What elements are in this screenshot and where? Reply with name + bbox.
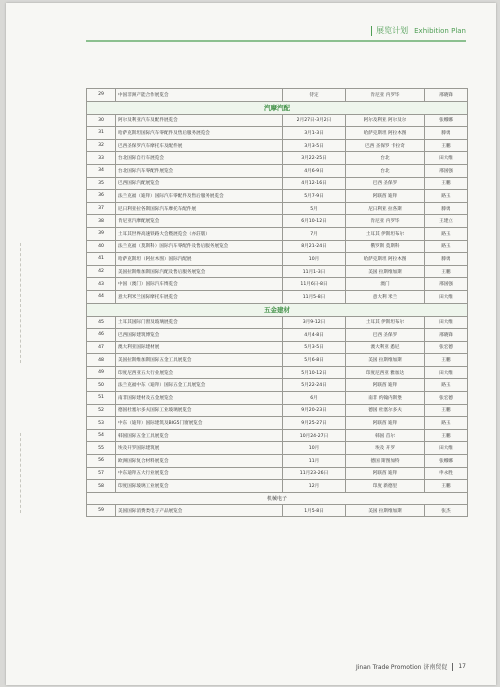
table-row [87, 316, 468, 329]
table-row [87, 429, 468, 442]
exhibition-date: 3月9-12日 [283, 316, 346, 329]
exhibition-name: 意大利米兰国际摩托车展览会 [116, 290, 283, 303]
row-number: 59 [87, 504, 116, 517]
exhibition-date: 11月5-8日 [283, 290, 346, 303]
exhibition-location: 台北 [346, 164, 425, 177]
table-row [87, 354, 468, 367]
exhibition-date: 3月22-25日 [283, 152, 346, 165]
row-number: 33 [87, 152, 116, 165]
exhibition-name: 巴西国际汽配展览会 [116, 177, 283, 190]
table-row [87, 379, 468, 392]
contact-person: 申永胜 [425, 467, 468, 480]
row-number: 31 [87, 127, 116, 140]
table-row [87, 265, 468, 278]
contact-person: 邢晓锋 [425, 89, 468, 102]
footer-text: Jinan Trade Promotion 济南贸促 [355, 664, 448, 671]
contact-person: 田大维 [425, 290, 468, 303]
exhibition-name: 台北国际自行车展览会 [116, 152, 283, 165]
contact-person: 滕勇 [425, 127, 468, 140]
exhibition-name: 德国杜塞尔多夫国际工业玻璃展览会 [116, 404, 283, 417]
table-row [87, 215, 468, 228]
exhibition-location: 阿尔及利亚 阿尔及尔 [346, 114, 425, 127]
header-divider [371, 26, 372, 36]
contact-person: 邢国强 [425, 278, 468, 291]
exhibition-date: 6月 [283, 392, 346, 405]
exhibition-location: 阿联酋 迪拜 [346, 467, 425, 480]
exhibition-date: 5月 [283, 202, 346, 215]
exhibition-location: 俄罗斯 莫斯科 [346, 240, 425, 253]
exhibition-name: 巴西国际建筑博览会 [116, 329, 283, 342]
exhibition-table [86, 88, 468, 517]
exhibition-name: 印度尼西亚五大行业展览会 [116, 366, 283, 379]
footer-divider [452, 663, 453, 671]
table-row [87, 139, 468, 152]
exhibition-location: 阿联酋 迪拜 [346, 417, 425, 430]
row-number: 53 [87, 417, 116, 430]
exhibition-name: 土耳其国际门窗及玻璃展览会 [116, 316, 283, 329]
section-title: 机械电子 [87, 492, 468, 504]
exhibition-location: 澳门 [346, 278, 425, 291]
row-number: 50 [87, 379, 116, 392]
contact-person: 路玉 [425, 190, 468, 203]
exhibition-date: 11月1-3日 [283, 265, 346, 278]
exhibition-date: 3月1-3日 [283, 127, 346, 140]
exhibition-name: 台北国际汽车零配件展览会 [116, 164, 283, 177]
exhibition-location: 德国 斯图加特 [346, 455, 425, 468]
binding-marks [20, 243, 22, 363]
exhibition-date: 5月7-9日 [283, 190, 346, 203]
contact-person: 王鹏 [425, 480, 468, 493]
header-rule [86, 40, 466, 42]
exhibition-date: 5月3-5日 [283, 341, 346, 354]
exhibition-location: 德国 杜塞尔多夫 [346, 404, 425, 417]
row-number: 51 [87, 392, 116, 405]
contact-person: 田大维 [425, 316, 468, 329]
page-footer [356, 662, 466, 671]
exhibition-location: 肯尼亚 内罗毕 [346, 89, 425, 102]
exhibition-location: 印度尼西亚 雅加达 [346, 366, 425, 379]
exhibition-location: 印度 新德里 [346, 480, 425, 493]
row-number: 49 [87, 366, 116, 379]
exhibition-location: 美国 拉斯维加斯 [346, 265, 425, 278]
table-row [87, 240, 468, 253]
exhibition-location: 南非 约翰内斯堡 [346, 392, 425, 405]
exhibition-location: 韩国 首尔 [346, 429, 425, 442]
row-number: 42 [87, 265, 116, 278]
exhibition-location: 澳大利亚 悉尼 [346, 341, 425, 354]
exhibition-date: 4月12-16日 [283, 177, 346, 190]
exhibition-date: 11月6日-8日 [283, 278, 346, 291]
exhibition-date: 11月23-26日 [283, 467, 346, 480]
exhibition-location: 土耳其 伊斯坦布尔 [346, 227, 425, 240]
exhibition-date: 5月6-8日 [283, 354, 346, 367]
table-row [87, 89, 468, 102]
contact-person: 王鹏 [425, 354, 468, 367]
exhibition-name: 巴西圣保罗汽车摩托车及配件展 [116, 139, 283, 152]
exhibition-location: 台北 [346, 152, 425, 165]
exhibition-date: 6月10-12日 [283, 215, 346, 228]
exhibition-location: 巴西 圣保罗 [346, 177, 425, 190]
exhibition-name: 法兰克福中东（迪拜）国际五金工具展览会 [116, 379, 283, 392]
table-row [87, 114, 468, 127]
contact-person: 张娜娜 [425, 455, 468, 468]
category-row [87, 492, 468, 504]
table-row [87, 404, 468, 417]
exhibition-date: 10月24-27日 [283, 429, 346, 442]
exhibition-date: 7月 [283, 227, 346, 240]
row-number: 54 [87, 429, 116, 442]
contact-person: 王鹏 [425, 429, 468, 442]
contact-person: 张杰 [425, 504, 468, 517]
exhibition-name: 尼日利亚拉各斯国际汽车摩托车配件展 [116, 202, 283, 215]
table-row [87, 417, 468, 430]
table-row [87, 152, 468, 165]
row-number: 56 [87, 455, 116, 468]
binding-marks [20, 433, 22, 513]
table-row [87, 480, 468, 493]
contact-person: 王鹏 [425, 177, 468, 190]
exhibition-name: 南非国际建材及五金展览会 [116, 392, 283, 405]
exhibition-name: 印度国际玻璃工业展览会 [116, 480, 283, 493]
table-row [87, 392, 468, 405]
exhibition-location: 肯尼亚 内罗毕 [346, 215, 425, 228]
table-row [87, 177, 468, 190]
exhibition-location: 巴西 圣保罗 [346, 329, 425, 342]
table-row [87, 504, 468, 517]
exhibition-name: 埃及开罗国际建筑展 [116, 442, 283, 455]
row-number: 40 [87, 240, 116, 253]
page-header [371, 25, 466, 36]
contact-person: 邢晓锋 [425, 329, 468, 342]
header-title-cn: 展览计划 [376, 26, 409, 35]
exhibition-location: 埃及 开罗 [346, 442, 425, 455]
exhibition-name: 澳大利亚国际建材展 [116, 341, 283, 354]
table-row [87, 366, 468, 379]
table-row [87, 164, 468, 177]
contact-person: 邢国强 [425, 164, 468, 177]
exhibition-name: 肯尼亚汽摩配展览会 [116, 215, 283, 228]
contact-person: 张娜娜 [425, 114, 468, 127]
row-number: 36 [87, 190, 116, 203]
table-row [87, 127, 468, 140]
row-number: 30 [87, 114, 116, 127]
row-number: 47 [87, 341, 116, 354]
row-number: 41 [87, 253, 116, 266]
row-number: 45 [87, 316, 116, 329]
row-number: 29 [87, 89, 116, 102]
exhibition-name: 韩国国际五金工具展览会 [116, 429, 283, 442]
row-number: 43 [87, 278, 116, 291]
table-row [87, 455, 468, 468]
contact-person: 滕勇 [425, 202, 468, 215]
exhibition-date: 1月5-8日 [283, 504, 346, 517]
exhibition-date: 9月25-27日 [283, 417, 346, 430]
contact-person: 田大维 [425, 366, 468, 379]
contact-person: 路玉 [425, 379, 468, 392]
exhibition-date: 3月3-5日 [283, 139, 346, 152]
table-row [87, 190, 468, 203]
page-number: 17 [458, 663, 466, 670]
row-number: 37 [87, 202, 116, 215]
row-number: 34 [87, 164, 116, 177]
exhibition-date: 8月21-24日 [283, 240, 346, 253]
exhibition-name: 欧洲国际复合材料展览会 [116, 455, 283, 468]
table-row [87, 341, 468, 354]
row-number: 46 [87, 329, 116, 342]
row-number: 52 [87, 404, 116, 417]
exhibition-name: 美国国际消费类电子产品展览会 [116, 504, 283, 517]
contact-person: 田大维 [425, 442, 468, 455]
exhibition-name: 法兰克福（莫斯科）国际汽车零配件及售后服务展览会 [116, 240, 283, 253]
row-number: 48 [87, 354, 116, 367]
exhibition-name: 阿尔及利亚汽车及配件展览会 [116, 114, 283, 127]
exhibition-name: 哈萨克斯坦国际汽车零配件及售后服务展览会 [116, 127, 283, 140]
exhibition-date: 9月20-23日 [283, 404, 346, 417]
row-number: 55 [87, 442, 116, 455]
exhibition-location: 阿联酋 迪拜 [346, 190, 425, 203]
exhibition-date: 11月 [283, 455, 346, 468]
table-row [87, 227, 468, 240]
row-number: 58 [87, 480, 116, 493]
exhibition-name: 中国非洲产能合作展览会 [116, 89, 283, 102]
exhibition-date: 12月 [283, 480, 346, 493]
table-row [87, 202, 468, 215]
exhibition-date: 10月 [283, 253, 346, 266]
contact-person: 王鹏 [425, 404, 468, 417]
table-row [87, 467, 468, 480]
exhibition-name: 哈萨克斯坦（阿拉木图）国际汽配展 [116, 253, 283, 266]
exhibition-location: 美国 拉斯维加斯 [346, 354, 425, 367]
row-number: 35 [87, 177, 116, 190]
exhibition-location: 阿联酋 迪拜 [346, 379, 425, 392]
section-title: 汽摩汽配 [87, 101, 468, 114]
section-header-row [87, 303, 468, 316]
exhibition-name: 美国拉斯维加斯国际五金工具展览会 [116, 354, 283, 367]
section-title: 五金建材 [87, 303, 468, 316]
exhibition-date: 10月 [283, 442, 346, 455]
exhibition-location: 尼日利亚 拉各斯 [346, 202, 425, 215]
table-row [87, 442, 468, 455]
row-number: 57 [87, 467, 116, 480]
contact-person: 张宏德 [425, 341, 468, 354]
exhibition-name: 中东（迪拜）国际建筑及BIG5门窗展览会 [116, 417, 283, 430]
exhibition-date: 4月6-9日 [283, 164, 346, 177]
contact-person: 路玉 [425, 227, 468, 240]
contact-person: 滕勇 [425, 253, 468, 266]
exhibition-name: 法兰克福（迪拜）国际汽车零配件及售后服务展览会 [116, 190, 283, 203]
contact-person: 张宏德 [425, 392, 468, 405]
row-number: 32 [87, 139, 116, 152]
table-row [87, 278, 468, 291]
exhibition-location: 哈萨克斯坦 阿拉木图 [346, 253, 425, 266]
exhibition-location: 巴西 圣保罗 卡拉奇 [346, 139, 425, 152]
exhibition-date: 5月10-12日 [283, 366, 346, 379]
row-number: 44 [87, 290, 116, 303]
row-number: 39 [87, 227, 116, 240]
header-title-en: Exhibition Plan [414, 26, 466, 35]
exhibition-date: 待定 [283, 89, 346, 102]
exhibition-location: 意大利 米兰 [346, 290, 425, 303]
exhibition-date: 5月22-24日 [283, 379, 346, 392]
exhibition-date: 2月27日-3月2日 [283, 114, 346, 127]
table-row [87, 253, 468, 266]
exhibition-name: 中东迪拜五大行业展览会 [116, 467, 283, 480]
contact-person: 王鹏 [425, 139, 468, 152]
exhibition-location: 哈萨克斯坦 阿拉木图 [346, 127, 425, 140]
exhibition-name: 中国（澳门）国际汽车博览会 [116, 278, 283, 291]
section-header-row [87, 101, 468, 114]
contact-person: 路玉 [425, 417, 468, 430]
document-page [6, 3, 496, 685]
exhibition-date: 4月4-8日 [283, 329, 346, 342]
row-number: 38 [87, 215, 116, 228]
exhibition-location: 美国 拉斯维加斯 [346, 504, 425, 517]
contact-person: 王建立 [425, 215, 468, 228]
exhibition-name: 土耳其世界高速铁路大会暨展览会（亦莊版） [116, 227, 283, 240]
table-row [87, 329, 468, 342]
contact-person: 路玉 [425, 240, 468, 253]
contact-person: 田大维 [425, 152, 468, 165]
contact-person: 王鹏 [425, 265, 468, 278]
exhibition-location: 土耳其 伊斯坦布尔 [346, 316, 425, 329]
table-row [87, 290, 468, 303]
exhibition-name: 美国拉斯维加斯国际汽配及售后服务展览会 [116, 265, 283, 278]
